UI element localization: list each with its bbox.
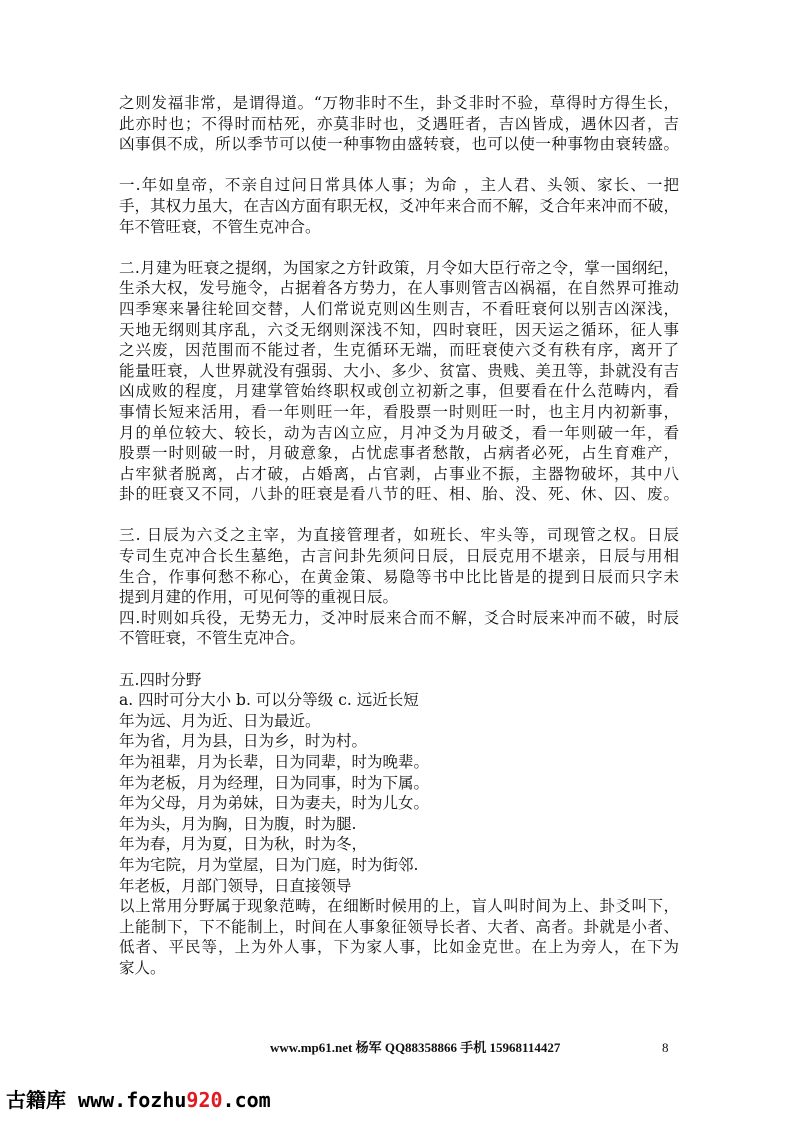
text-line: 四.时则如兵役，无势无力，爻冲时辰来合而不解，爻合时辰来冲而不破，时辰 [119,608,679,627]
list-item: 年为父母，月为弟妹，日为妻夫，时为儿女。 [119,794,430,813]
text-line: 凶成败的程度，月建掌管始终职权或创立初新之事，但要看在什么范畴内，看 [119,382,679,401]
text-line: 一.年如皇帝，不亲自过问日常具体人事；为命 ，主人君、头领、家长、一把 [119,176,679,195]
list-item: a. 四时可分大小 b. 可以分等级 c. 远近长短 [119,691,419,710]
paragraph-four-times-division [119,670,679,897]
watermark-url [78,1088,271,1112]
paragraph-year-section [119,175,679,237]
text-line: 占牢狱者脱离，占才破，占婚离，占官剥，占事业不振，主器物破坏，其中八 [119,464,679,483]
document-body [119,93,679,979]
text-line: 此亦时也；不得时而枯死，亦莫非时也，爻遇旺者，吉凶皆成，遇休囚者，吉 [119,114,679,133]
text-line: 低者、平民等，上为外人事，下为家人事，比如金克世。在上为旁人，在下为 [119,938,679,957]
page-footer [0,1039,793,1059]
paragraph-day-section [119,525,679,607]
paragraph-hour-section [119,608,679,649]
text-line: 年不管旺衰，不管生克冲合。 [119,217,321,236]
list-item: 年为远、月为近、日为最近。 [119,711,321,730]
paragraph-division-summary [119,896,679,978]
text-line: 二.月建为旺衰之提纲，为国家之方针政策，月令如大臣行帝之令，掌一国纲纪， [119,258,679,277]
text-line: 股票一时则破一时，月破意象，占忧虑事者愁散，占病者必死，占生育难产， [119,444,679,463]
list-item: 年为老板，月为经理，日为同事，时为下属。 [119,773,430,792]
list-item: 年为头，月为胸，日为腹，时为腿. [119,814,357,833]
text-line: 上能制下，下不能制上，时间在人事象征领导长者、大者、高者。卦就是小者、 [119,917,679,936]
text-line: 生杀大权，发号施令，占据着各方势力，在人事则管吉凶祸福，在自然界可推动 [119,279,679,298]
text-line: 能量旺衰，人世界就没有强弱、大小、多少、贫富、贵贱、美丑等，卦就没有吉 [119,361,679,380]
text-line: 手，其权力虽大，在吉凶方面有职无权，爻冲年来合而不解，爻合年来冲而不破， [119,196,679,215]
text-line: 天地无纲则其序乱，六爻无纲则深浅不知，四时衰旺，因天运之循环，征人事 [119,320,679,339]
text-line: 事情长短来活用，看一年则旺一年，看股票一时则旺一时，也主月内初新事， [119,402,679,421]
text-line: 提到月建的作用，可见何等的重视日辰。 [119,588,399,607]
text-line: 月的单位较大、较长，动为吉凶立应，月冲爻为月破爻，看一年则破一年，看 [119,423,679,442]
text-line: 专司生克冲合长生墓绝，古言问卦先须问日辰，日辰克用不堪亲，日辰与用相 [119,547,679,566]
footer-contact: www.mp61.net 杨军 QQ88358866 手机 15968114427 [270,1040,561,1055]
site-watermark [6,1087,271,1113]
text-line: 凶事俱不成，所以季节可以使一种事物由盛转衰，也可以使一种事物由衰转盛。 [119,135,679,154]
paragraph-timing-intro [119,93,679,155]
list-item: 年为宅院，月为堂屋，日为门庭，时为街邻. [119,855,419,874]
list-item: 年为省，月为县，日为乡，时为村。 [119,732,368,751]
paragraph-month-section [119,258,679,505]
text-line: 卦的旺衰又不同，八卦的旺衰是看八节的旺、相、胎、没、死、休、囚、废。 [119,485,679,504]
list-item: 年老板，月部门领导，日直接领导 [119,876,352,895]
text-line: 家人。 [119,958,166,977]
watermark-site-name: 古籍库 [6,1088,66,1112]
section-heading: 五.四时分野 [119,670,202,689]
watermark-url-number: 920 [186,1088,223,1112]
list-item: 年为祖辈，月为长辈，日为同辈，时为晚辈。 [119,753,430,771]
page-number: 8 [662,1040,669,1055]
watermark-url-prefix: www.fozhu [78,1088,187,1112]
text-line: 以上常用分野属于现象范畴，在细断时候用的上，盲人叫时间为上、卦爻叫下， [119,897,679,916]
list-item: 年为春，月为夏，日为秋，时为冬， [119,835,368,854]
text-line: 四季寒来暑往轮回交替，人们常说克则凶生则吉，不看旺衰何以别吉凶深浅， [119,299,679,318]
text-line: 不管旺衰，不管生克冲合。 [119,629,306,648]
text-line: 之则发福非常，是谓得道。“万物非时不生，卦爻非时不验，草得时方得生长， [119,94,679,112]
watermark-url-suffix: .com [222,1088,271,1112]
text-line: 之兴废，因范围而不能过者，生克循环无端，而旺衰使六爻有秩有序，离开了 [119,341,679,360]
text-line: 生合，作事何愁不称心，在黄金策、易隐等书中比比皆是的提到日辰而只字未 [119,567,679,586]
text-line: 三. 日辰为六爻之主宰，为直接管理者，如班长、牢头等，司现管之权。日辰 [119,526,679,545]
